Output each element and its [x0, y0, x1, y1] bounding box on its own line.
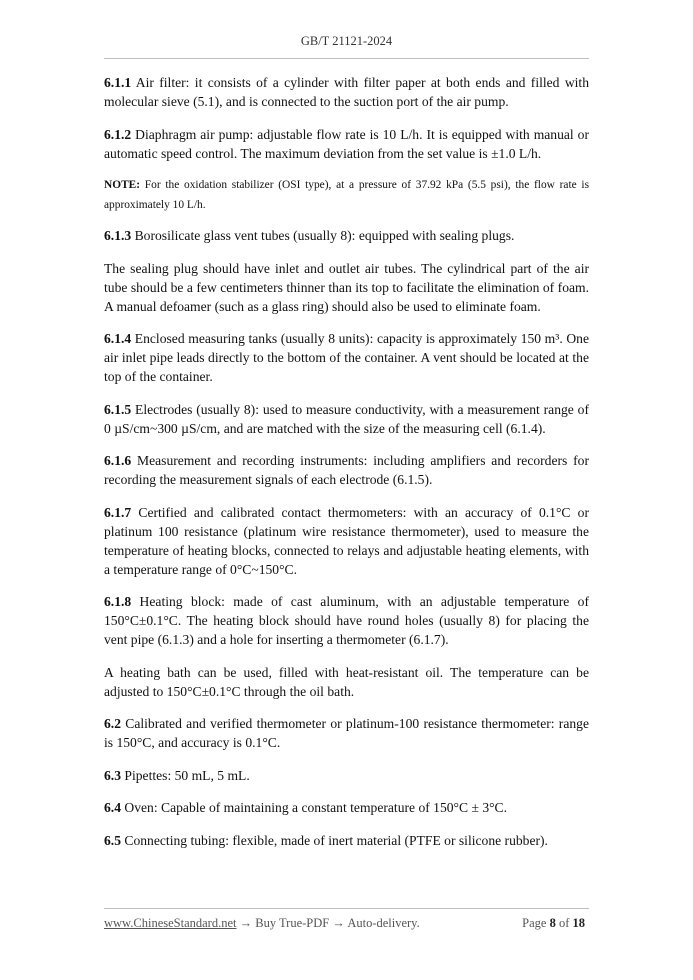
arrow-icon: → [236, 916, 256, 930]
clause-text: Air filter: it consists of a cylinder with filter paper at both ends and filled with molecular sieve (5.1), and is connected to the suction port of the air pump. [104, 75, 589, 109]
clause-number: 6.1.7 [104, 504, 132, 520]
paragraph-6-4 [104, 798, 589, 817]
doc-id: GB/T 21121-2024 [300, 34, 393, 48]
clause-number: 6.1.5 [104, 401, 132, 417]
page-number: 8 [549, 916, 556, 930]
buy-link[interactable]: Buy True-PDF [255, 916, 330, 930]
delivery-text: Auto-delivery. [347, 916, 420, 930]
page-total: 18 [572, 916, 585, 930]
clause-text: Diaphragm air pump: adjustable flow rate is 10 L/h. It is equipped with manual or automatic speed control. The maximum deviation from the set value is ±1.0 L/h. [104, 126, 589, 161]
page-indicator [522, 916, 585, 931]
arrow-icon: → [329, 916, 348, 930]
note-label: NOTE: [104, 179, 141, 191]
clause-text: Calibrated and verified thermometer or platinum-100 resistance thermometer: range is 150°C, and accuracy is 0.1°C. [104, 716, 589, 750]
clause-number: 6.2 [104, 716, 121, 731]
body-text: A heating bath can be used, filled with heat-resistant oil. The temperature can be adjusted to 150°C±0.1°C through the oil bath. [104, 664, 589, 699]
paragraph-heating-bath [104, 663, 589, 701]
clause-text: Pipettes: 50 mL, 5 mL. [121, 767, 250, 783]
clause-text: Heating block: made of cast aluminum, with an adjustable temperature of 150°C±0.1°C. The heating block should have round holes (usually 8) for placing the vent pipe (6.1.3) and a hole for inserting a thermometer (6.1.7). [104, 594, 589, 647]
paragraph-6-1-4 [104, 329, 589, 386]
paragraph-6-3 [104, 766, 589, 785]
note-paragraph [104, 176, 589, 215]
header-divider [104, 58, 589, 59]
clause-number: 6.1.1 [104, 75, 132, 90]
clause-number: 6.1.4 [104, 331, 132, 346]
clause-number: 6.3 [104, 767, 121, 783]
paragraph-6-1-7 [104, 503, 589, 579]
footer-divider [104, 908, 589, 909]
paragraph-6-5 [104, 831, 589, 850]
site-link[interactable]: www.ChineseStandard.net [104, 916, 237, 930]
clause-number: 6.4 [104, 800, 121, 815]
clause-number: 6.5 [104, 832, 121, 848]
paragraph-6-2 [104, 714, 589, 752]
paragraph-6-1-2 [104, 125, 589, 163]
clause-text: Oven: Capable of maintaining a constant temperature of 150°C ± 3°C. [121, 800, 508, 815]
paragraph-6-1-6 [104, 451, 589, 489]
document-header [0, 34, 693, 49]
paragraph-sealing-plug [104, 259, 589, 316]
clause-text: Certified and calibrated contact thermometers: with an accuracy of 0.1°C or platinum 100 resistance (platinum wire resistance thermometer), used to measure the temperature of heating blocks, connected to relays and adjustable heating elements, with a temperature range of 0°C~150°C. [104, 504, 589, 577]
clause-text: Measurement and recording instruments: including amplifiers and recorders for recording the measurement signals of each electrode (6.1.5). [104, 453, 589, 487]
body-text: The sealing plug should have inlet and outlet air tubes. The cylindrical part of the air tube should be a few centimeters thinner than its top to facilitate the elimination of foam. A manual defoamer (such as a glass ring) should also be used to eliminate foam. [104, 260, 589, 314]
clause-text: Enclosed measuring tanks (usually 8 units): capacity is approximately 150 m³. One air inlet pipe leads directly to the bottom of the container. A vent should be located at the top of the container. [104, 331, 589, 384]
clause-number: 6.1.2 [104, 126, 132, 142]
clause-number: 6.1.6 [104, 453, 132, 468]
paragraph-6-1-5 [104, 400, 589, 438]
paragraph-6-1-1 [104, 73, 589, 111]
clause-number: 6.1.8 [104, 594, 132, 609]
footer-links [104, 916, 420, 931]
document-body [104, 73, 589, 863]
of-label: of [555, 916, 573, 930]
paragraph-6-1-3 [104, 226, 589, 245]
clause-text: Connecting tubing: flexible, made of inert material (PTFE or silicone rubber). [121, 832, 548, 848]
clause-text: Borosilicate glass vent tubes (usually 8): equipped with sealing plugs. [131, 228, 515, 243]
page-label: Page [522, 916, 550, 930]
paragraph-6-1-8 [104, 592, 589, 649]
clause-number: 6.1.3 [104, 228, 132, 243]
clause-text: Electrodes (usually 8): used to measure conductivity, with a measurement range of 0 µS/cm~300 µS/cm, and are matched with the size of the measuring cell (6.1.4). [104, 401, 589, 436]
note-text: For the oxidation stabilizer (OSI type), at a pressure of 37.92 kPa (5.5 psi), the flow rate is approximately 10 L/h. [104, 179, 589, 211]
